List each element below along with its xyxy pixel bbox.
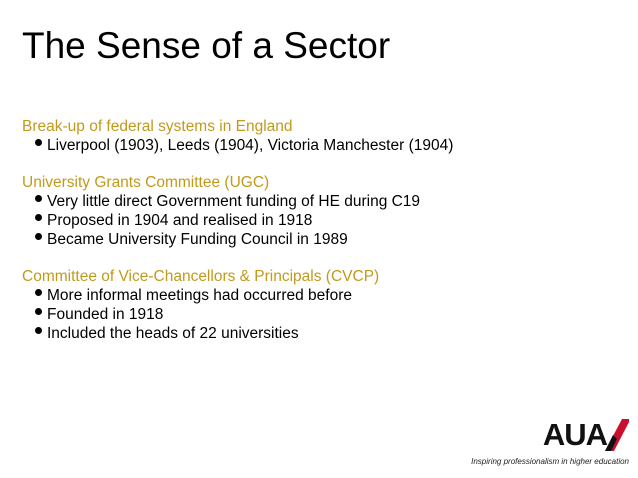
aua-logo <box>471 417 629 470</box>
section-heading: Break-up of federal systems in England <box>22 118 293 135</box>
bullet-item <box>35 136 622 155</box>
logo-tagline: Inspiring professionalism in higher education <box>471 457 629 466</box>
bullet-icon <box>35 289 42 296</box>
bullet-icon <box>35 139 42 146</box>
bullet-item <box>35 192 622 211</box>
bullet-item <box>35 305 622 324</box>
bullet-text: Founded in 1918 <box>47 306 164 323</box>
bullet-list <box>22 192 622 249</box>
section-heading: University Grants Committee (UGC) <box>22 174 270 191</box>
slide-title: The Sense of a Sector <box>22 25 391 66</box>
bullet-list <box>22 286 622 343</box>
section-heading: Committee of Vice-Chancellors & Principals (CVCP) <box>22 268 380 285</box>
bullet-text: Became University Funding Council in 1989 <box>47 231 348 248</box>
bullet-text: Proposed in 1904 and realised in 1918 <box>47 212 313 229</box>
bullet-item <box>35 324 622 343</box>
logo-checkmark-icon <box>605 419 629 451</box>
bullet-icon <box>35 233 42 240</box>
logo-text: AUA <box>542 417 607 452</box>
logo-wordmark <box>543 418 629 452</box>
slide-content <box>22 117 622 361</box>
bullet-item <box>35 211 622 230</box>
bullet-text: Liverpool (1903), Leeds (1904), Victoria Manchester (1904) <box>47 137 454 154</box>
section-ugc <box>22 173 622 249</box>
bullet-item <box>35 286 622 305</box>
bullet-item <box>35 230 622 249</box>
bullet-text: Included the heads of 22 universities <box>47 325 299 342</box>
bullet-icon <box>35 195 42 202</box>
bullet-text: Very little direct Government funding of HE during C19 <box>47 193 421 210</box>
bullet-list <box>22 136 622 155</box>
bullet-icon <box>35 308 42 315</box>
bullet-icon <box>35 327 42 334</box>
section-cvcp <box>22 267 622 343</box>
section-federal-systems <box>22 117 622 155</box>
bullet-text: More informal meetings had occurred before <box>47 287 352 304</box>
bullet-icon <box>35 214 42 221</box>
